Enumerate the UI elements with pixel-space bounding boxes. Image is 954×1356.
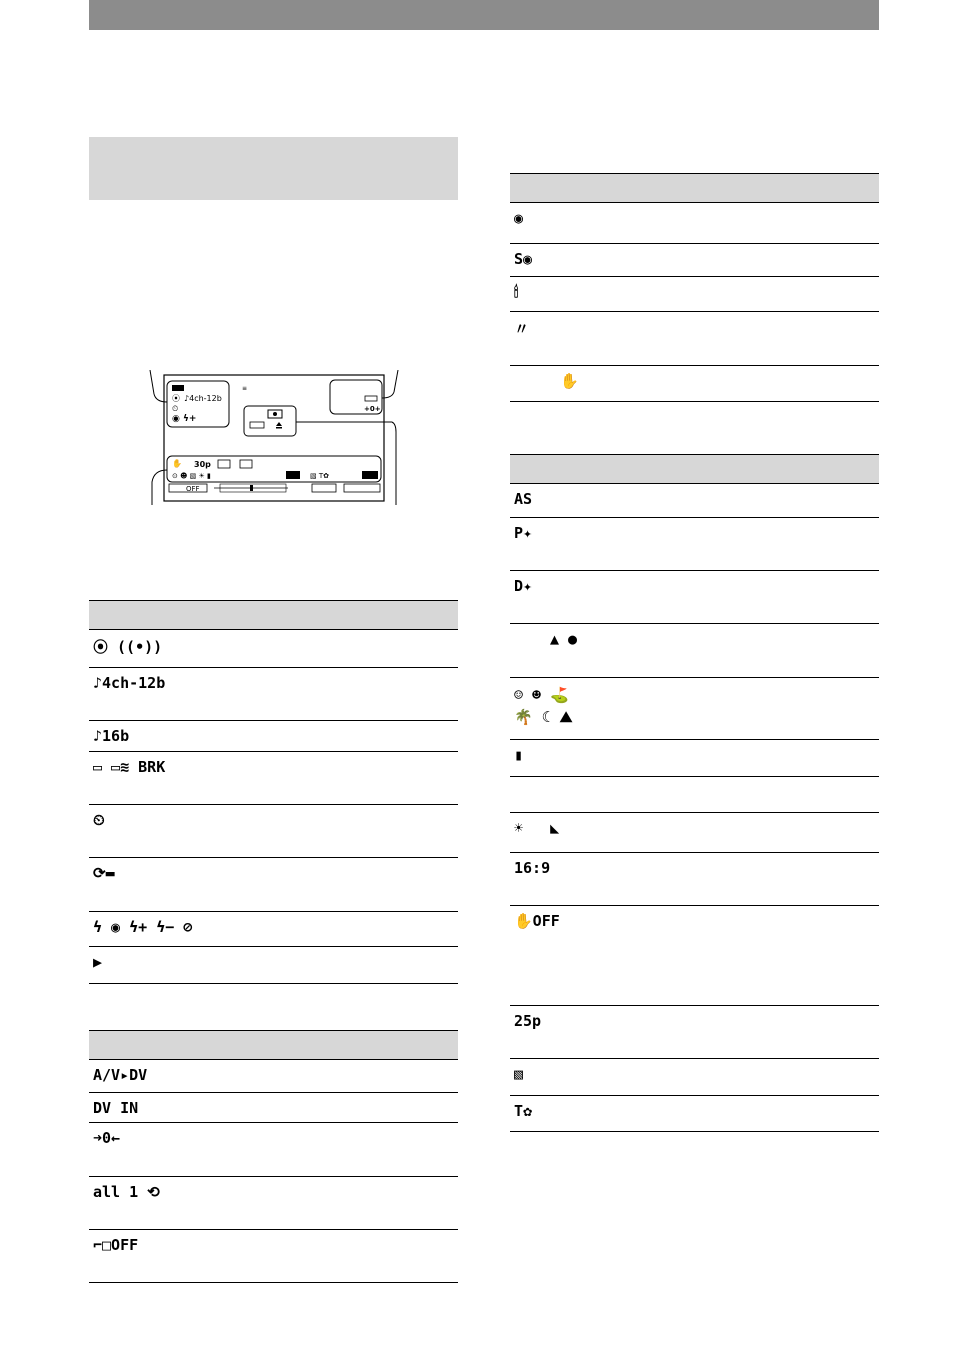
lcd-fps: 30p xyxy=(194,460,211,469)
table-row xyxy=(89,1177,458,1230)
table-row xyxy=(510,906,879,1006)
lcd-off-label: OFF xyxy=(186,485,200,493)
indicator-icon: T✿ xyxy=(510,1096,879,1132)
svg-text:✋: ✋ xyxy=(172,459,182,468)
indicator-table-2 xyxy=(89,1030,458,1283)
table-row xyxy=(510,624,879,678)
lcd-diagram xyxy=(140,370,410,510)
table-row xyxy=(89,1093,458,1123)
lcd-counter: +0+ xyxy=(364,405,381,413)
indicator-icon: ϟ ◉ ϟ+ ϟ− ⊘ xyxy=(89,912,458,947)
lcd-screen-illustration xyxy=(140,370,410,510)
indicator-icon: ☺ ☻ ⛳ 🌴 ☾ ⛰ xyxy=(510,678,879,740)
table-row xyxy=(89,805,458,858)
indicator-table-1 xyxy=(89,600,458,984)
indicator-icon: ▲ ● xyxy=(510,624,879,678)
table-row xyxy=(510,366,879,402)
table-row xyxy=(510,1096,879,1132)
table-row xyxy=(510,813,879,853)
svg-text:⊙ ☻ ▧ ☀ ▮: ⊙ ☻ ▧ ☀ ▮ xyxy=(172,472,211,480)
indicator-icon: ⦿ ((•)) xyxy=(89,630,458,668)
indicator-icon: ☀ ◣ xyxy=(510,813,879,853)
indicator-icon: ◉ xyxy=(510,203,879,244)
svg-text:⏲: ⏲ xyxy=(172,404,179,413)
table-row xyxy=(89,858,458,912)
svg-text:▧ T✿: ▧ T✿ xyxy=(310,472,329,480)
indicator-icon: D✦ xyxy=(510,571,879,624)
table-row xyxy=(89,1123,458,1177)
indicator-icon: 25p xyxy=(510,1006,879,1059)
table-header xyxy=(510,174,879,203)
table-row xyxy=(510,1059,879,1096)
table-row xyxy=(510,678,879,740)
table-header xyxy=(89,601,458,630)
indicator-table-3 xyxy=(510,173,879,402)
header-bar xyxy=(89,0,879,30)
indicator-icon: 🕯 xyxy=(510,277,879,312)
table-row xyxy=(510,740,879,777)
table-row xyxy=(510,484,879,518)
indicator-icon: ♪16b xyxy=(89,721,458,752)
table-row xyxy=(89,947,458,984)
indicator-icon: ♪4ch-12b xyxy=(89,668,458,721)
table-header xyxy=(89,1031,458,1060)
table-row xyxy=(510,518,879,571)
table-row xyxy=(510,777,879,813)
table-row xyxy=(89,1230,458,1283)
table-row xyxy=(510,1006,879,1059)
indicator-icon: ▧ xyxy=(510,1059,879,1096)
lcd-audio: ♪4ch-12b xyxy=(184,394,222,403)
table-row xyxy=(510,853,879,906)
indicator-icon: ▶ xyxy=(89,947,458,984)
indicator-icon: S◉ xyxy=(510,244,879,277)
indicator-icon: ⟳▬ xyxy=(89,858,458,912)
indicator-icon xyxy=(510,777,879,813)
indicator-icon: ⏲ xyxy=(89,805,458,858)
indicator-icon: ⌐□OFF xyxy=(89,1230,458,1283)
indicator-icon: 〃 xyxy=(510,312,879,366)
section-heading-box xyxy=(89,137,458,200)
indicator-icon: AS xyxy=(510,484,879,518)
indicator-icon: ✋ xyxy=(510,366,879,402)
table-row xyxy=(89,668,458,721)
table-row xyxy=(89,752,458,805)
indicator-icon: P✦ xyxy=(510,518,879,571)
table-row xyxy=(510,312,879,366)
table-row xyxy=(510,244,879,277)
svg-text:⦿: ⦿ xyxy=(172,394,180,403)
svg-text:≡: ≡ xyxy=(242,385,248,392)
indicator-icon: all 1 ⟲ xyxy=(89,1177,458,1230)
indicator-icon: ➜0← xyxy=(89,1123,458,1177)
table-row xyxy=(89,1060,458,1093)
table-row xyxy=(510,277,879,312)
indicator-icon: ▮ xyxy=(510,740,879,777)
table-row xyxy=(510,203,879,244)
indicator-icon: DV IN xyxy=(89,1093,458,1123)
indicator-table-4 xyxy=(510,454,879,1132)
indicator-icon: ▭ ▭≋ BRK xyxy=(89,752,458,805)
table-header xyxy=(510,455,879,484)
table-row xyxy=(89,721,458,752)
indicator-icon: ✋OFF xyxy=(510,906,879,1006)
svg-text:◉ ϟ+: ◉ ϟ+ xyxy=(172,414,197,424)
indicator-icon: A/V▸DV xyxy=(89,1060,458,1093)
table-row xyxy=(89,912,458,947)
indicator-icon: 16:9 xyxy=(510,853,879,906)
table-row xyxy=(89,630,458,668)
table-row xyxy=(510,571,879,624)
